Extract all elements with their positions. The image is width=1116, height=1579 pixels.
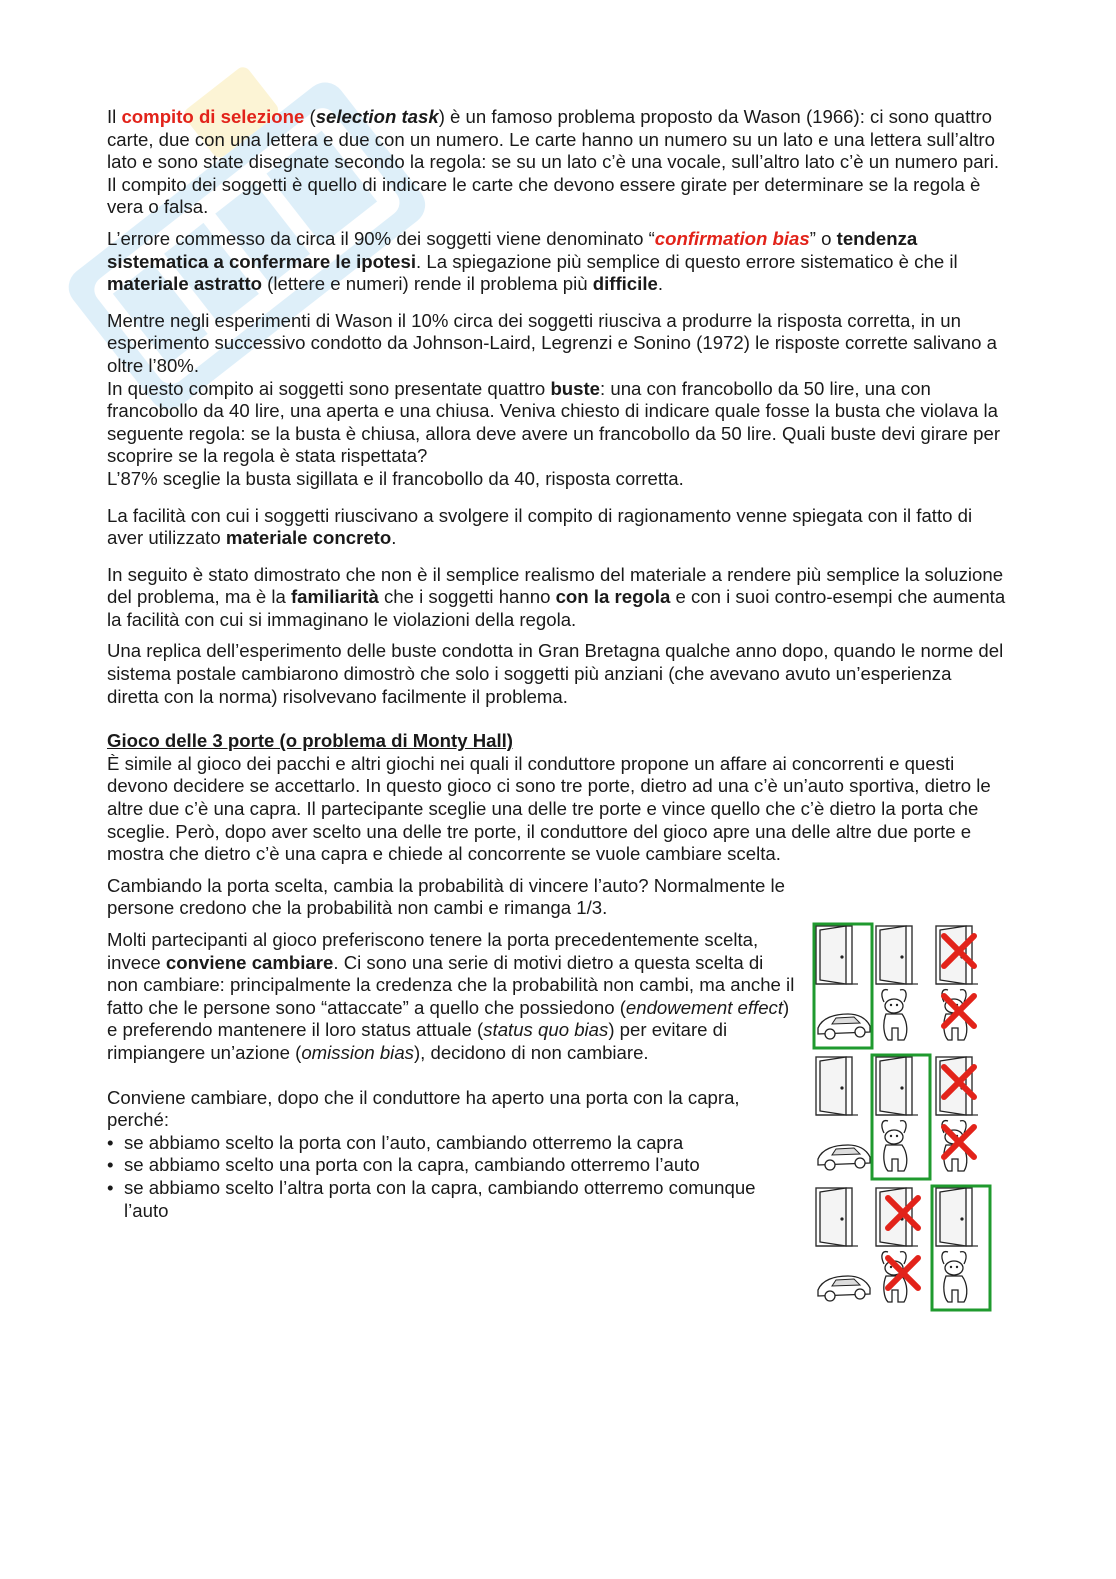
- paragraph-confirmation-bias: L’errore commesso da circa il 90% dei soggetti viene denominato “confirmation bias” o tendenza sistematica a confermare le ipotesi. La spiegazione più semplice di questo errore sistematico è che il materiale astratto (lettere e numeri) rende il problema più difficile.: [107, 227, 958, 295]
- reasons-list: [107, 1132, 797, 1222]
- list-item: • se abbiamo scelto l’altra porta con la capra, cambiando otterremo comunque l’auto: [107, 1177, 797, 1222]
- list-item: • se abbiamo scelto la porta con l’auto, cambiando otterremo la capra: [107, 1132, 797, 1155]
- row-3: [816, 1186, 990, 1310]
- paragraph-task-instructions: Il compito dei soggetti è quello di indicare le carte che devono essere girate per determinare se la regola è vera o falsa.: [107, 173, 981, 218]
- term-compito-selezione: compito di selezione: [121, 106, 305, 127]
- paragraph-familiarita: In seguito è stato dimostrato che non è il semplice realismo del materiale a rendere più semplice la soluzione del problema, ma è la familiarità che i soggetti hanno con la regola e con i suoi contro-esempi che aumenta la facilità con cui si immaginano le violazioni della regola.: [107, 563, 1006, 630]
- row-1: [814, 924, 978, 1048]
- paragraph-gran-bretagna: Una replica dell’esperimento delle buste condotta in Gran Bretagna qualche anno dopo, quando le norme del sistema postale cambiarono dimostrò che solo i soggetti più anziani (che avevano avuto un’esperienza diretta con la norma) risolvevano facilmente il problema.: [107, 640, 1004, 707]
- paragraph-buste: In questo compito ai soggetti sono presentate quattro buste: una con francobollo da 50 lire, una con francobollo da 40 lire, una aperta e una chiusa. Veniva chiesto di indicare quale fosse la busta che violava la seguente regola: se la busta è chiusa, allora deve avere un francobollo da 50 lire. Quali buste devi girare per scoprire se la regola è stata rispettata?: [107, 377, 1001, 467]
- term-confirmation-bias: confirmation bias: [654, 227, 810, 249]
- term-selection-task: selection task: [315, 106, 439, 127]
- paragraph-conviene-cambiare: Molti partecipanti al gioco preferiscono tenere la porta precedentemente scelta, invece conviene cambiare. Ci sono una serie di motivi dietro a questa scelta di non cambiare: principalmente la credenza che la probabilità non cambi, ma anche il fatto che le persone sono “attaccate” a quello che possiedono (endowement effect) e preferendo mantenere il loro status attuale (status quo bias) per evitare di rimpiangere un’azione (omission bias), decidono di non cambiare.: [107, 929, 795, 1063]
- paragraph-probability-question: Cambiando la porta scelta, cambia la probabilità di vincere l’auto? Normalmente le persone credono che la probabilità non cambi e rimanga 1/3.: [107, 874, 785, 919]
- list-item: • se abbiamo scelto una porta con la capra, cambiando otterremo l’auto: [107, 1154, 797, 1177]
- paragraph-result-87: L’87% sceglie la busta sigillata e il francobollo da 40, risposta corretta.: [107, 467, 684, 489]
- paragraph-johnson-laird: Mentre negli esperimenti di Wason il 10% circa dei soggetti riusciva a produrre la risposta corretta, in un esperimento successivo condotto da Johnson-Laird, Legrenzi e Sonino (1972) le risposte corrette salivano a oltre l’80%.: [107, 309, 997, 376]
- row-2: [816, 1055, 978, 1179]
- paragraph-materiale-concreto: La facilità con cui i soggetti riuscivano a svolgere il compito di ragionamento venne spiegata con il fatto di aver utilizzato materiale concreto.: [107, 504, 973, 549]
- section-title-monty-hall: Gioco delle 3 porte (o problema di Monty Hall): [107, 730, 514, 752]
- paragraph-monty-hall-intro: È simile al gioco dei pacchi e altri giochi nei quali il conduttore propone un affare ai concorrenti e questi devono decidere se accettarlo. In questo gioco ci sono tre porte, dietro ad una c’è un’auto sportiva, dietro le altre due c’è una capra. Il partecipante sceglie una delle tre porte e vince quello che c’è dietro la porta che sceglie. Però, dopo aver scelto una delle tre porte, il conduttore del gioco apre una delle altre due porte e mostra che dietro c’è una capra e chiede al concorrente se vuole cambiare scelta.: [107, 752, 991, 865]
- paragraph-reasons: Conviene cambiare, dopo che il conduttore ha aperto una porta con la capra, perché:: [107, 1086, 740, 1131]
- paragraph-selection-task: Il compito di selezione (selection task) è un famoso problema proposto da Wason (1966): ci sono quattro carte, due con una lettera e due con un numero. Le carte hanno un numero su un lato e una lettera sull’altro lato e sono state disegnate secondo la regola: se su un lato c’è una vocale, sull’altro lato c’è un numero pari.: [107, 106, 1000, 173]
- monty-hall-illustration: [812, 922, 992, 1312]
